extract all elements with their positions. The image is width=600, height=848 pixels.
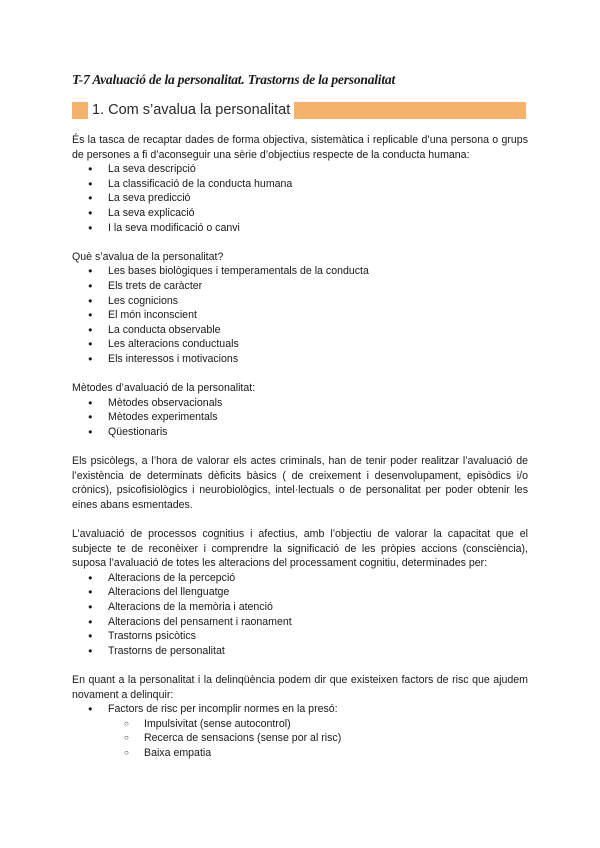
methods-list xyxy=(72,396,528,440)
what-heading: Què s’avalua de la personalitat? xyxy=(72,250,224,263)
list-item: ● Els trets de caràcter xyxy=(72,279,528,294)
list-item: ● Alteracions de la percepció xyxy=(72,571,528,586)
list-item: ● La seva descripció xyxy=(72,162,528,177)
list-item: ● Trastorns psicòtics xyxy=(72,629,528,644)
list-item: ● Alteracions de la memòria i atenció xyxy=(72,600,528,615)
list-item: ○ Recerca de sensacions (sense por al risc) xyxy=(72,731,528,746)
risk-paragraph: En quant a la personalitat i la delinqüència podem dir que existeixen factors de risc que ajudem novament a delinquir: xyxy=(72,673,528,701)
risk-list xyxy=(72,702,528,717)
list-item: ● Alteracions del pensament i raonament xyxy=(72,615,528,630)
list-item: ● La seva predicció xyxy=(72,191,528,206)
list-item: ● Trastorns de personalitat xyxy=(72,644,528,659)
cognitive-paragraph: L’avaluació de processos cognitius i afectius, amb l’objectiu de valorar la capacitat que el subjecte te de reconèixer i comprendre la significació de les pròpies accions (consciència), suposa l’avaluació de totes les alteracions del processament cognitiu, determinades per: xyxy=(72,528,528,570)
list-item: ● Factors de risc per incomplir normes en la presó: xyxy=(72,702,528,717)
methods-heading: Mètodes d’avaluació de la personalitat: xyxy=(72,382,256,395)
risk-sublist xyxy=(72,717,528,761)
list-item: ● Les cognicions xyxy=(72,294,528,309)
section-heading: 1. Com s’avalua la personalitat xyxy=(88,99,294,121)
document-body xyxy=(72,133,528,761)
list-item: ● Els interessos i motivacions xyxy=(72,352,528,367)
list-item: ○ Impulsivitat (sense autocontrol) xyxy=(72,717,528,732)
list-item: ● Mètodes experimentals xyxy=(72,410,528,425)
cognitive-list xyxy=(72,571,528,659)
list-item: ● Mètodes observacionals xyxy=(72,396,528,411)
list-item: ● I la seva modificació o canvi xyxy=(72,221,528,236)
list-item: ● Les alteracions conductuals xyxy=(72,337,528,352)
list-item: ● La conducta observable xyxy=(72,323,528,338)
list-item: ● La classificació de la conducta humana xyxy=(72,177,528,192)
document-title: T-7 Avaluació de la personalitat. Trastorns de la personalitat xyxy=(72,72,395,87)
list-item: ● El món inconscient xyxy=(72,308,528,323)
list-item: ○ Baixa empatia xyxy=(72,746,528,761)
list-item: ● La seva explicació xyxy=(72,206,528,221)
intro-paragraph: És la tasca de recaptar dades de forma objectiva, sistemàtica i replicable d’una persona o grups de persones a fi d’aconseguir una sèrie d’objectius respecte de la conducta humana: xyxy=(72,134,528,161)
list-item: ● Alteracions del llenguatge xyxy=(72,585,528,600)
list-item: ● Les bases biològiques i temperamentals de la conducta xyxy=(72,264,528,279)
list-item: ● Qüestionaris xyxy=(72,425,528,440)
what-list xyxy=(72,264,528,366)
intro-list xyxy=(72,162,528,235)
psychologists-paragraph: Els psicòlegs, a l’hora de valorar els actes criminals, han de tenir poder realitzar l’avaluació de l’existència de determinats dèficits bàsics ( de creixement i desenvolupament, episòdics i/o crònics), psicofisiològics i neurobiològics, intel·lectuals o de personalitat per poder obtenir les eines abans esmentades. xyxy=(72,455,528,511)
